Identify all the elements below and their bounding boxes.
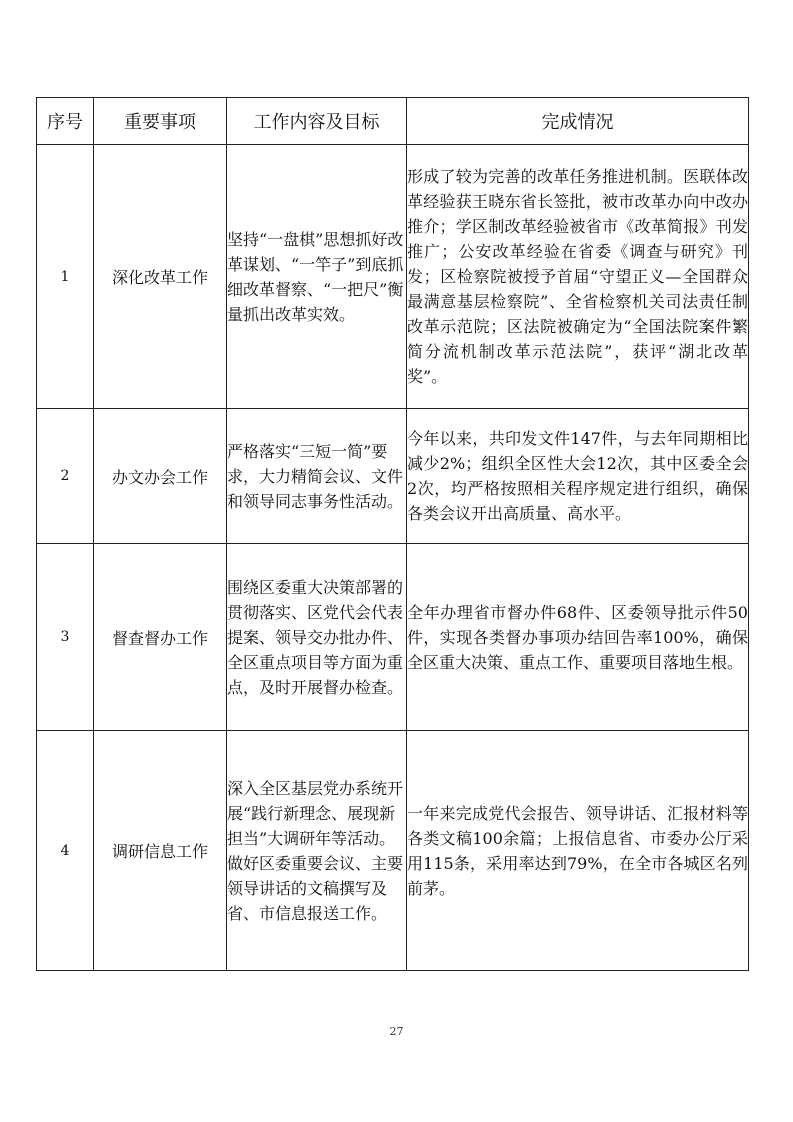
row-number: 2 (37, 409, 94, 544)
row-status: 形成了较为完善的改革任务推进机制。医联体改革经验获王晓东省长签批，被市改革办向中改办推介；学区制改革经验被省市《改革简报》刊发推广；公安改革经验在省委《调查与研究》刊发；区检察院被授予首届“守望正义—全国群众最满意基层检察院”、全省检察机关司法责任制改革示范院；区法院被确定为“全国法院案件繁简分流机制改革示范法院”，获评“湖北改革奖”。 (407, 145, 749, 409)
row-status: 全年办理省市督办件68件、区委领导批示件50件，实现各类督办事项办结回告率100%，确保全区重大决策、重点工作、重要项目落地生根。 (407, 544, 749, 731)
row-number: 1 (37, 145, 94, 409)
table-row (37, 544, 749, 731)
row-item: 深化改革工作 (94, 145, 227, 409)
table-header-row (37, 98, 749, 145)
row-number: 4 (37, 731, 94, 971)
table-row (37, 145, 749, 409)
table-row (37, 409, 749, 544)
work-summary-table (36, 97, 749, 971)
header-status: 完成情况 (407, 98, 749, 145)
table-row (37, 731, 749, 971)
row-goal: 深入全区基层党办系统开展“践行新理念、展现新担当”大调研年等活动。做好区委重要会议、主要领导讲话的文稿撰写及省、市信息报送工作。 (227, 731, 407, 971)
row-goal: 围绕区委重大决策部署的贯彻落实、区党代会代表提案、领导交办批办件、全区重点项目等方面为重点，及时开展督办检查。 (227, 544, 407, 731)
row-goal: 坚持“一盘棋”思想抓好改革谋划、“一竿子”到底抓细改革督察、“一把尺”衡量抓出改革实效。 (227, 145, 407, 409)
header-number: 序号 (37, 98, 94, 145)
header-goal: 工作内容及目标 (227, 98, 407, 145)
header-item: 重要事项 (94, 98, 227, 145)
row-goal: 严格落实“三短一简”要求，大力精简会议、文件和领导同志事务性活动。 (227, 409, 407, 544)
page-number: 27 (389, 1025, 404, 1038)
row-status: 今年以来，共印发文件147件，与去年同期相比减少2%；组织全区性大会12次，其中区委全会2次，均严格按照相关程序规定进行组织，确保各类会议开出高质量、高水平。 (407, 409, 749, 544)
row-item: 督查督办工作 (94, 544, 227, 731)
row-item: 调研信息工作 (94, 731, 227, 971)
row-item: 办文办会工作 (94, 409, 227, 544)
row-number: 3 (37, 544, 94, 731)
row-status: 一年来完成党代会报告、领导讲话、汇报材料等各类文稿100余篇；上报信息省、市委办公厅采用115条，采用率达到79%，在全市各城区名列前茅。 (407, 731, 749, 971)
